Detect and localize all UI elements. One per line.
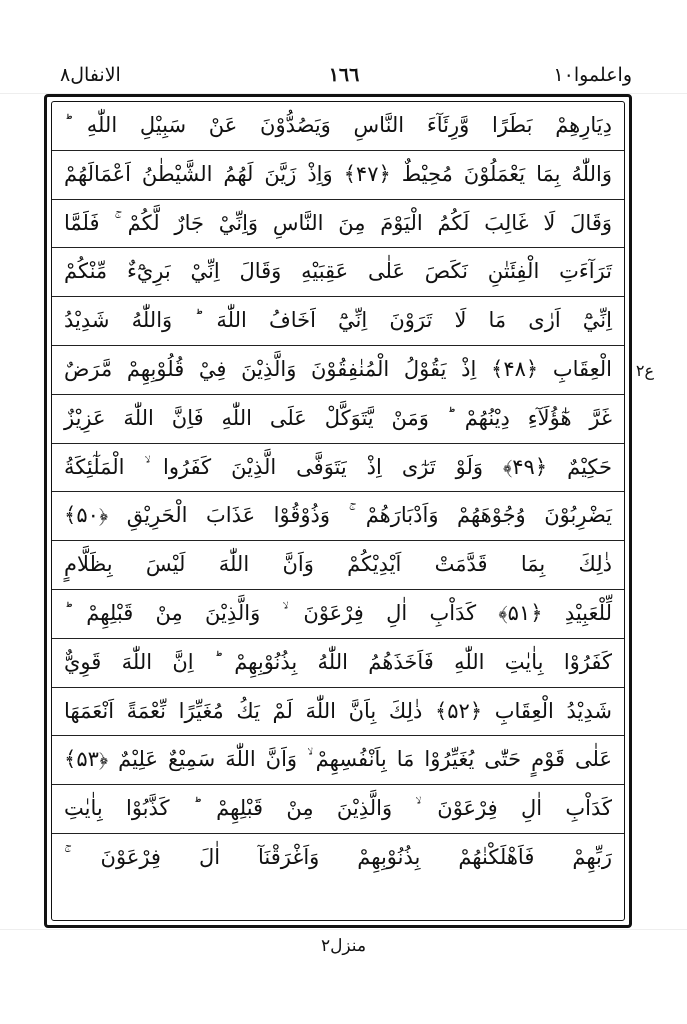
text-line: كَفَرُوْا بِاٰيٰتِ اللّٰهِ فَاَخَذَهُمُ اللّٰهُ بِذُنُوْبِهِمْ ؕ اِنَّ اللّٰهَ قَوِيٌّ: [52, 639, 624, 688]
text-frame: [44, 94, 632, 928]
manzil-label: منزل۲: [320, 936, 367, 956]
text-line: لِّلْعَبِيْدِ ﴿۵۱﴾ كَدَاْبِ اٰلِ فِرْعَوْنَ ۙ وَالَّذِيْنَ مِنْ قَبْلِهِمْ ؕ: [52, 590, 624, 639]
text-line: يَضْرِبُوْنَ وُجُوْهَهُمْ وَاَدْبَارَهُمْ ۚ وَذُوْقُوْا عَذَابَ الْحَرِيْقِ ﴿۵۰﴾: [52, 492, 624, 541]
text-lines: [51, 101, 625, 921]
text-line: حَكِيْمٌ ﴿۴۹﴾ وَلَوْ تَرٰٓى اِذْ يَتَوَفَّى الَّذِيْنَ كَفَرُوا ۙ الْمَلٰٓئِكَةُ: [52, 444, 624, 493]
surah-name: الانفال۸: [60, 64, 121, 86]
text-line: رَبِّهِمْ فَاَهْلَكْنٰهُمْ بِذُنُوْبِهِمْ وَاَغْرَقْنَآ اٰلَ فِرْعَوْنَ ۚ: [64, 844, 612, 869]
text-line: الْعِقَابِ ﴿۴۸﴾ اِذْ يَقُوْلُ الْمُنٰفِقُوْنَ وَالَّذِيْنَ فِيْ قُلُوْبِهِمْ مَّرَضٌ: [52, 346, 624, 395]
page-footer: [0, 934, 687, 958]
para-name: واعلموا۱۰: [553, 64, 632, 86]
text-line: شَدِيْدُ الْعِقَابِ ﴿۵۲﴾ ذٰلِكَ بِاَنَّ اللّٰهَ لَمْ يَكُ مُغَيِّرًا نِّعْمَةً اَنْعَمَهَا: [52, 688, 624, 737]
text-line: غَرَّ هٰٓؤُلَآءِ دِيْنُهُمْ ؕ وَمَنْ يَّتَوَكَّلْ عَلَى اللّٰهِ فَاِنَّ اللّٰهَ عَزِيْزٌ: [52, 395, 624, 444]
text-line: ذٰلِكَ بِمَا قَدَّمَتْ اَيْدِيْكُمْ وَاَنَّ اللّٰهَ لَيْسَ بِظَلَّامٍ: [52, 541, 624, 590]
text-line: دِيَارِهِمْ بَطَرًا وَّرِئَآءَ النَّاسِ وَيَصُدُّوْنَ عَنْ سَبِيْلِ اللّٰهِ ؕ: [52, 102, 624, 151]
ruku-marker: ع‌٢: [635, 361, 655, 380]
page-header: [50, 60, 638, 92]
text-line: وَاللّٰهُ بِمَا يَعْمَلُوْنَ مُحِيْطٌ ﴿۴۷﴾ وَاِذْ زَيَّنَ لَهُمُ الشَّيْطٰنُ اَعْمَالَهُمْ: [52, 151, 624, 200]
text-line: كَدَاْبِ اٰلِ فِرْعَوْنَ ۙ وَالَّذِيْنَ مِنْ قَبْلِهِمْ ؕ كَذَّبُوْا بِاٰيٰتِ: [52, 785, 624, 834]
page-number: ۱٦٦: [328, 64, 360, 86]
page-guide-bottom: [0, 929, 687, 930]
text-line: تَرَآءَتِ الْفِئَتٰنِ نَكَصَ عَلٰى عَقِبَيْهِ وَقَالَ اِنِّيْ بَرِيْٓءٌ مِّنْكُمْ: [52, 248, 624, 297]
text-line: اِنِّيْٓ اَرٰى مَا لَا تَرَوْنَ اِنِّيْٓ اَخَافُ اللّٰهَ ؕ وَاللّٰهُ شَدِيْدُ: [52, 297, 624, 346]
text-line: عَلٰى قَوْمٍ حَتّٰى يُغَيِّرُوْا مَا بِاَنْفُسِهِمْ ۙ وَاَنَّ اللّٰهَ سَمِيْعٌ عَلِيْمٌ ﴿۵۳﴾: [52, 736, 624, 785]
text-line: وَقَالَ لَا غَالِبَ لَكُمُ الْيَوْمَ مِنَ النَّاسِ وَاِنِّيْ جَارٌ لَّكُمْ ۚ فَلَمَّا: [52, 200, 624, 249]
